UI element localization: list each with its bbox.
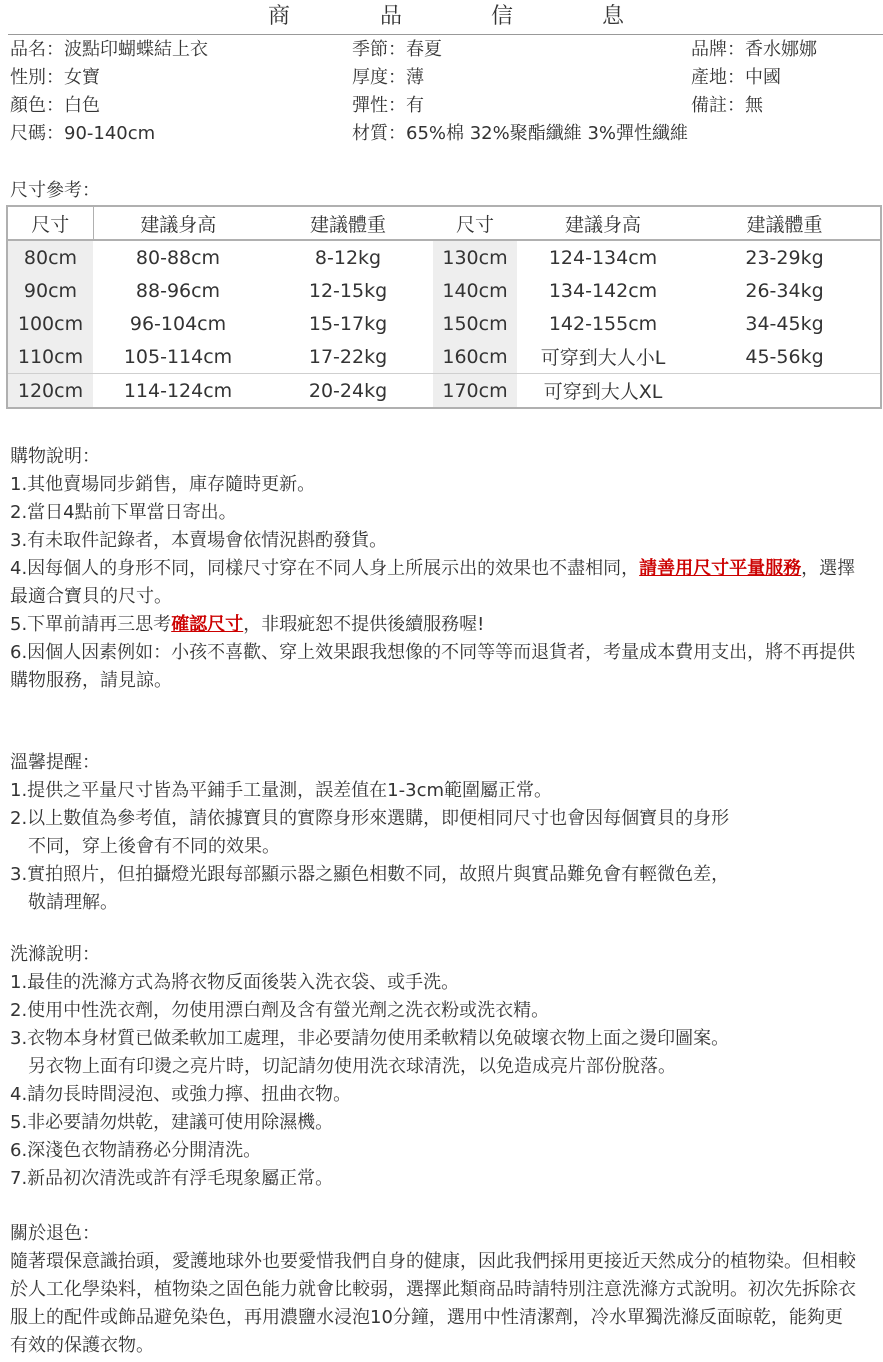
table-cell: 142-155cm [548,312,658,335]
table-cell: 124-134cm [548,246,658,269]
table-cell: 110cm [7,340,93,374]
info-gender: 性別：女寶 [10,67,100,88]
table-cell: 8-12kg [314,246,382,269]
table-cell: 130cm [433,240,517,274]
list-item [10,555,860,611]
table-cell: 170cm [433,374,517,409]
table-cell: 150cm [433,307,517,340]
list-item: 3.實拍照片，但拍攝燈光跟每部顯示器之顯色相數不同，故照片與實品難免會有輕微色差， [10,864,730,885]
header-cell: 建議身高 [93,206,263,240]
table-row [7,307,881,340]
table-row [7,340,881,374]
list-item-continuation: 敬請理解。 [28,892,118,913]
header-cell: 建議體重 [263,206,433,240]
title-char: 信 [491,4,514,29]
size-table [6,205,882,409]
fading-body: 隨著環保意識抬頭，愛護地球外也要愛惜我們自身的健康，因此我們採用更接近天然成分的植物染。但相較於人工化學染料，植物染之固色能力就會比較弱，選擇此類商品時請特別注意洗滌方式說明。初次先拆除衣服上的配件或飾品避免染色，再用濃鹽水浸泡10分鐘，選用中性清潔劑，冷水單獨洗滌反面晾乾，能夠更有效的保護衣物。 [10,1251,856,1356]
table-cell: 17-22kg [263,340,433,374]
list-item: 1.其他賣場同步銷售，庫存隨時更新。 [10,474,316,495]
table-cell [689,374,881,409]
table-row [7,274,881,307]
reminder-section [10,749,860,917]
info-name: 品名：波點印蝴蝶結上衣 [10,39,208,60]
purchase-section [10,443,860,695]
section-heading: 洗滌說明： [10,944,100,965]
table-cell: 45-56kg [689,340,881,374]
table-cell: 120cm [7,374,93,409]
list-item: 6.因個人因素例如：小孩不喜歡、穿上效果跟我想像的不同等等而退貨者，考量成本費用支出，將不再提供購物服務，請見諒。 [10,642,856,691]
info-thickness: 厚度：薄 [352,67,424,88]
list-item: 3.有未取件記錄者，本賣場會依情況斟酌發貨。 [10,530,388,551]
list-item: 6.深淺色衣物請務必分開清洗。 [10,1140,262,1161]
table-cell: 88-96cm [135,279,221,302]
table-cell: 80-88cm [135,246,221,269]
size-reference-label: 尺寸參考： [10,180,100,201]
table-cell: 20-24kg [308,379,388,402]
list-item: 4.請勿長時間浸泡、或強力擰、扭曲衣物。 [10,1084,352,1105]
table-cell: 26-34kg [745,279,824,302]
highlight-text: 請善用尺寸平量服務 [639,558,802,579]
list-item-text: ，非瑕疵恕不提供後續服務喔! [243,614,485,635]
header-cell: 建議體重 [689,206,881,240]
list-item: 3.衣物本身材質已做柔軟加工處理，非必要請勿使用柔軟精以免破壞衣物上面之燙印圖案。 [10,1028,730,1049]
table-cell: 可穿到大人XL [543,381,663,403]
header-cell: 尺寸 [433,206,517,240]
list-item: 2.以上數值為參考值，請依據寶貝的實際身形來選購，即便相同尺寸也會因每個寶貝的身形 [10,808,730,829]
table-cell: 15-17kg [308,312,388,335]
list-item: 7.新品初次清洗或許有浮毛現象屬正常。 [10,1168,334,1189]
info-size: 尺碼：90-140cm [10,123,156,144]
list-item [10,611,860,639]
table-cell: 可穿到大人小L [517,340,689,374]
list-item: 1.最佳的洗滌方式為將衣物反面後裝入洗衣袋、或手洗。 [10,972,460,993]
table-row [7,374,881,409]
list-item: 2.當日4點前下單當日寄出。 [10,502,237,523]
list-item-continuation: 不同，穿上後會有不同的效果。 [28,836,280,857]
section-heading: 關於退色： [10,1223,100,1244]
table-cell: 100cm [7,307,93,340]
section-heading: 購物說明： [10,446,100,467]
table-cell: 160cm [433,340,517,374]
list-item: 2.使用中性洗衣劑，勿使用漂白劑及含有螢光劑之洗衣粉或洗衣精。 [10,1000,550,1021]
info-material: 材質：65%棉 32%聚酯纖維 3%彈性纖維 [352,123,689,144]
title-divider [8,34,883,35]
title-char: 息 [602,4,625,29]
table-row [7,240,881,274]
title-char: 商 [268,4,291,29]
list-item-text: ，選擇最適合寶貝的尺寸。 [10,558,856,607]
washing-section [10,941,860,1193]
table-cell: 96-104cm [129,312,227,335]
section-heading: 溫馨提醒： [10,752,100,773]
table-cell: 134-142cm [548,279,658,302]
table-cell: 23-29kg [745,246,824,269]
title-char: 品 [380,4,403,29]
list-item: 1.提供之平量尺寸皆為平鋪手工量測，誤差值在1-3cm範圍屬正常。 [10,780,553,801]
table-cell: 140cm [433,274,517,307]
info-elasticity: 彈性：有 [352,95,424,116]
info-origin: 產地：中國 [691,67,781,88]
info-remark: 備註：無 [691,95,763,116]
list-item-text: 4.因每個人的身形不同，同樣尺寸穿在不同人身上所展示出的效果也不盡相同， [10,558,640,579]
table-cell: 114-124cm [123,379,233,402]
header-cell: 尺寸 [7,206,93,240]
table-cell: 105-114cm [93,340,263,374]
info-season: 季節：春夏 [352,39,442,60]
fading-section [10,1220,860,1360]
table-cell: 90cm [7,274,93,307]
list-item-continuation: 另衣物上面有印燙之亮片時，切記請勿使用洗衣球清洗，以免造成亮片部份脫落。 [28,1056,676,1077]
info-color: 顏色：白色 [10,95,100,116]
table-cell: 12-15kg [308,279,388,302]
list-item-text: 5.下單前請再三思考 [10,614,172,635]
info-brand: 品牌：香水娜娜 [691,39,817,60]
list-item: 5.非必要請勿烘乾，建議可使用除濕機。 [10,1112,334,1133]
size-table-header [7,206,881,240]
table-cell: 80cm [7,240,93,274]
highlight-text: 確認尺寸 [171,614,244,635]
header-cell: 建議身高 [517,206,689,240]
table-cell: 34-45kg [745,312,824,335]
